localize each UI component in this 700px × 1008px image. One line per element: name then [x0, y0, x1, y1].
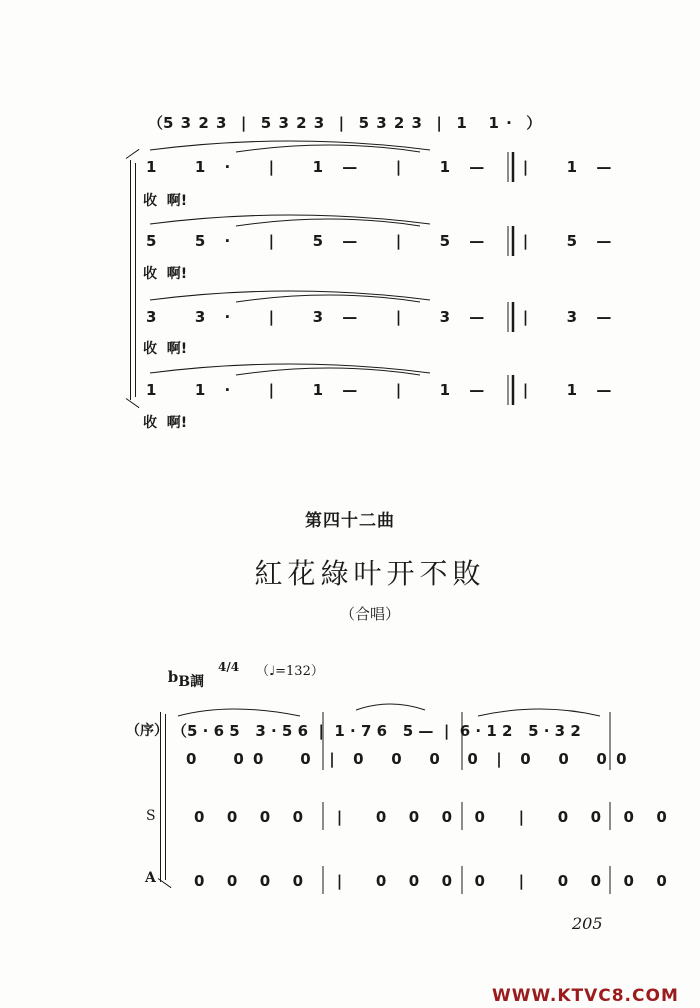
site-watermark: WWW.KTVC8.COM	[492, 986, 679, 1006]
page-number: 205	[572, 914, 603, 933]
lyric-line-2: 收 啊!	[143, 266, 188, 282]
alto-rests: 0 0 0 0 | 0 0 0 0 | 0 0 0 0	[194, 872, 667, 890]
staff-line-1: 1 1 · | 1 — | 1 — | 1 —	[146, 158, 612, 176]
lyric-line-3: 收 啊!	[143, 341, 188, 357]
piece-number: 第四十二曲	[305, 511, 395, 531]
key-signature	[158, 652, 204, 691]
key-word: 調	[190, 674, 205, 690]
score-system-bottom	[0, 690, 700, 900]
piece-title: 紅花綠叶开不敗	[254, 557, 486, 590]
ties-overlay	[0, 0, 700, 440]
lyric-line-1: 收 啊!	[143, 193, 188, 209]
staff-line-4: 1 1 · | 1 — | 1 — | 1 —	[146, 381, 612, 399]
soprano-rests: 0 0 0 0 | 0 0 0 0 | 0 0 0 0	[194, 808, 667, 826]
score-system-top	[0, 0, 700, 440]
key-flat: b	[167, 668, 179, 686]
staff-line-3: 3 3 · | 3 — | 3 — | 3 —	[146, 308, 612, 326]
tempo-marking: （♩=132）	[256, 664, 324, 679]
piece-subtitle: （合唱）	[339, 605, 400, 623]
soprano-label: S	[146, 808, 156, 824]
lyric-line-4: 收 啊!	[143, 415, 188, 431]
accomp-rests: 0 0 0 0 | 0 0 0 0 | 0 0 0 0	[186, 750, 627, 768]
time-signature: 4/4	[218, 660, 240, 674]
accomp-melody: （5 · 6 5 3 · 5 6 | 1 · 7 6 5 — | 6 · 1 2 5 · 3 2	[172, 722, 581, 740]
system2-barlines	[0, 690, 700, 900]
accomp-label: （序）	[126, 723, 168, 739]
staff-line-2: 5 5 · | 5 — | 5 — | 5 —	[146, 232, 612, 250]
instrument-melody-line: （5 3 2 3 | 5 3 2 3 | 5 3 2 3 | 1 1 · ）	[148, 114, 542, 132]
alto-label: A	[145, 870, 156, 886]
key-letter: B	[178, 674, 191, 690]
